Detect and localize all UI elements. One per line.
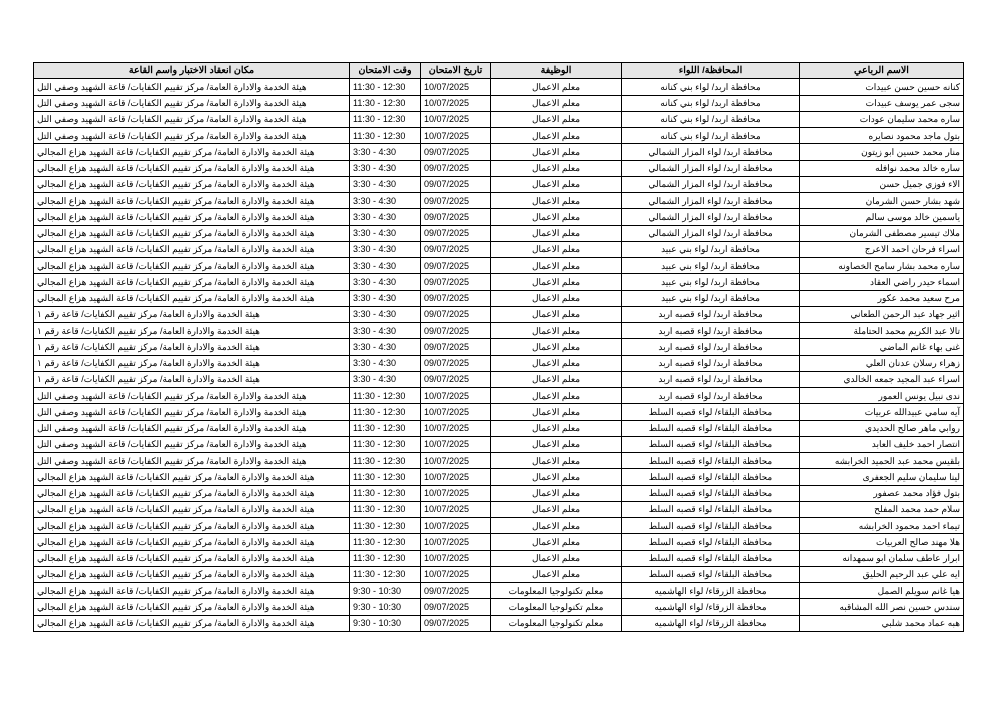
cell-name: ياسمين خالد موسى سالم (800, 209, 964, 225)
cell-exam-time: 11:30 - 12:30 (350, 534, 421, 550)
cell-job: معلم الاعمال (491, 453, 622, 469)
cell-venue: هيئة الخدمة والادارة العامة/ مركز تقييم الكفايات/ قاعة رقم ١ (34, 371, 350, 387)
cell-exam-date: 10/07/2025 (421, 388, 491, 404)
cell-job: معلم الاعمال (491, 193, 622, 209)
cell-job: معلم تكنولوجيا المعلومات (491, 615, 622, 631)
cell-exam-date: 09/07/2025 (421, 176, 491, 192)
table-row (34, 550, 964, 566)
table-row (34, 599, 964, 615)
cell-exam-date: 09/07/2025 (421, 615, 491, 631)
cell-exam-time: 3:30 - 4:30 (350, 225, 421, 241)
cell-governorate: محافظة اربد/ لواء بني كنانه (622, 128, 800, 144)
cell-name: هبه عماد محمد شلبي (800, 615, 964, 631)
cell-name: اسراء عبد المجيد جمعه الخالدي (800, 371, 964, 387)
cell-exam-date: 09/07/2025 (421, 258, 491, 274)
table-row (34, 111, 964, 127)
cell-exam-time: 3:30 - 4:30 (350, 258, 421, 274)
table-row (34, 436, 964, 452)
cell-exam-date: 09/07/2025 (421, 355, 491, 371)
cell-name: منار محمد حسين ابو زيتون (800, 144, 964, 160)
table-row (34, 388, 964, 404)
cell-name: زهراء رسلان عدنان العلي (800, 355, 964, 371)
cell-job: معلم الاعمال (491, 225, 622, 241)
cell-exam-time: 11:30 - 12:30 (350, 79, 421, 95)
cell-name: ساره محمد بشار سامح الخصاونه (800, 258, 964, 274)
cell-exam-time: 9:30 - 10:30 (350, 583, 421, 599)
cell-exam-time: 3:30 - 4:30 (350, 160, 421, 176)
cell-venue: هيئة الخدمة والادارة العامة/ مركز تقييم الكفايات/ قاعة الشهيد هزاع المجالي (34, 258, 350, 274)
cell-exam-date: 09/07/2025 (421, 209, 491, 225)
cell-governorate: محافظة اربد/ لواء بني عبيد (622, 241, 800, 257)
table-row (34, 323, 964, 339)
table-row (34, 274, 964, 290)
cell-venue: هيئة الخدمة والادارة العامة/ مركز تقييم الكفايات/ قاعة الشهيد وصفي التل (34, 388, 350, 404)
header-exam-time: وقت الامتحان (350, 63, 421, 79)
cell-job: معلم الاعمال (491, 501, 622, 517)
cell-exam-date: 10/07/2025 (421, 95, 491, 111)
cell-exam-time: 11:30 - 12:30 (350, 420, 421, 436)
table-body (34, 79, 964, 632)
cell-exam-date: 10/07/2025 (421, 79, 491, 95)
cell-job: معلم الاعمال (491, 111, 622, 127)
cell-exam-date: 10/07/2025 (421, 128, 491, 144)
cell-venue: هيئة الخدمة والادارة العامة/ مركز تقييم الكفايات/ قاعة الشهيد هزاع المجالي (34, 485, 350, 501)
cell-venue: هيئة الخدمة والادارة العامة/ مركز تقييم الكفايات/ قاعة الشهيد هزاع المجالي (34, 176, 350, 192)
cell-job: معلم الاعمال (491, 176, 622, 192)
cell-exam-time: 3:30 - 4:30 (350, 193, 421, 209)
cell-exam-time: 3:30 - 4:30 (350, 290, 421, 306)
cell-name: ملاك تيسير مصطفى الشرمان (800, 225, 964, 241)
cell-exam-time: 3:30 - 4:30 (350, 371, 421, 387)
cell-exam-date: 10/07/2025 (421, 485, 491, 501)
cell-exam-date: 09/07/2025 (421, 339, 491, 355)
cell-exam-date: 10/07/2025 (421, 469, 491, 485)
cell-exam-time: 3:30 - 4:30 (350, 241, 421, 257)
cell-name: اسماء حيدر راضي العقاد (800, 274, 964, 290)
cell-exam-time: 3:30 - 4:30 (350, 339, 421, 355)
cell-exam-time: 3:30 - 4:30 (350, 209, 421, 225)
cell-exam-time: 3:30 - 4:30 (350, 176, 421, 192)
cell-name: هيا غانم سويلم الصمل (800, 583, 964, 599)
cell-exam-date: 09/07/2025 (421, 241, 491, 257)
cell-governorate: محافظة البلقاء/ لواء قصبه السلط (622, 469, 800, 485)
table-row (34, 176, 964, 192)
cell-exam-date: 09/07/2025 (421, 144, 491, 160)
cell-venue: هيئة الخدمة والادارة العامة/ مركز تقييم الكفايات/ قاعة الشهيد هزاع المجالي (34, 290, 350, 306)
cell-exam-date: 09/07/2025 (421, 290, 491, 306)
cell-exam-date: 09/07/2025 (421, 193, 491, 209)
cell-governorate: محافظة اربد/ لواء قصبه اربد (622, 339, 800, 355)
cell-venue: هيئة الخدمة والادارة العامة/ مركز تقييم الكفايات/ قاعة الشهيد وصفي التل (34, 420, 350, 436)
cell-exam-date: 09/07/2025 (421, 323, 491, 339)
cell-governorate: محافظة البلقاء/ لواء قصبه السلط (622, 404, 800, 420)
table-row (34, 225, 964, 241)
cell-exam-date: 10/07/2025 (421, 111, 491, 127)
cell-exam-date: 09/07/2025 (421, 225, 491, 241)
table-row (34, 144, 964, 160)
table-row (34, 128, 964, 144)
cell-exam-time: 11:30 - 12:30 (350, 128, 421, 144)
cell-exam-time: 11:30 - 12:30 (350, 436, 421, 452)
cell-governorate: محافظة البلقاء/ لواء قصبه السلط (622, 501, 800, 517)
cell-job: معلم تكنولوجيا المعلومات (491, 583, 622, 599)
cell-exam-date: 09/07/2025 (421, 599, 491, 615)
cell-job: معلم الاعمال (491, 436, 622, 452)
cell-job: معلم الاعمال (491, 371, 622, 387)
cell-exam-time: 11:30 - 12:30 (350, 111, 421, 127)
cell-governorate: محافظة اربد/ لواء قصبه اربد (622, 306, 800, 322)
cell-job: معلم الاعمال (491, 258, 622, 274)
table-row (34, 404, 964, 420)
cell-exam-date: 09/07/2025 (421, 583, 491, 599)
cell-venue: هيئة الخدمة والادارة العامة/ مركز تقييم الكفايات/ قاعة الشهيد هزاع المجالي (34, 566, 350, 582)
header-governorate: المحافظة/ اللواء (622, 63, 800, 79)
cell-name: ايه علي عبد الرحيم الحليق (800, 566, 964, 582)
cell-exam-date: 10/07/2025 (421, 518, 491, 534)
cell-name: آيه سامي عبيدالله عربيات (800, 404, 964, 420)
cell-governorate: محافظة اربد/ لواء قصبه اربد (622, 355, 800, 371)
table-row (34, 290, 964, 306)
cell-exam-time: 11:30 - 12:30 (350, 404, 421, 420)
cell-venue: هيئة الخدمة والادارة العامة/ مركز تقييم الكفايات/ قاعة رقم ١ (34, 339, 350, 355)
cell-job: معلم الاعمال (491, 241, 622, 257)
cell-venue: هيئة الخدمة والادارة العامة/ مركز تقييم الكفايات/ قاعة رقم ١ (34, 355, 350, 371)
header-exam-date: تاريخ الامتحان (421, 63, 491, 79)
cell-venue: هيئة الخدمة والادارة العامة/ مركز تقييم الكفايات/ قاعة الشهيد هزاع المجالي (34, 501, 350, 517)
cell-job: معلم الاعمال (491, 485, 622, 501)
cell-name: بتول ماجد محمود نصايره (800, 128, 964, 144)
cell-governorate: محافظة البلقاء/ لواء قصبه السلط (622, 420, 800, 436)
cell-exam-time: 3:30 - 4:30 (350, 355, 421, 371)
cell-venue: هيئة الخدمة والادارة العامة/ مركز تقييم الكفايات/ قاعة الشهيد هزاع المجالي (34, 534, 350, 550)
cell-exam-time: 3:30 - 4:30 (350, 306, 421, 322)
cell-governorate: محافظة اربد/ لواء المزار الشمالي (622, 144, 800, 160)
cell-governorate: محافظة اربد/ لواء المزار الشمالي (622, 225, 800, 241)
table-row (34, 615, 964, 631)
cell-job: معلم الاعمال (491, 404, 622, 420)
cell-job: معلم الاعمال (491, 290, 622, 306)
cell-name: تالا عبد الكريم محمد الحتاملة (800, 323, 964, 339)
cell-exam-time: 11:30 - 12:30 (350, 469, 421, 485)
cell-job: معلم الاعمال (491, 128, 622, 144)
cell-venue: هيئة الخدمة والادارة العامة/ مركز تقييم الكفايات/ قاعة الشهيد هزاع المجالي (34, 550, 350, 566)
cell-name: بلقيس محمد عبد الحميد الخرابشه (800, 453, 964, 469)
header-name: الاسم الرباعي (800, 63, 964, 79)
table-row (34, 193, 964, 209)
cell-exam-time: 11:30 - 12:30 (350, 95, 421, 111)
cell-exam-date: 10/07/2025 (421, 404, 491, 420)
table-row (34, 160, 964, 176)
cell-venue: هيئة الخدمة والادارة العامة/ مركز تقييم الكفايات/ قاعة الشهيد هزاع المجالي (34, 469, 350, 485)
cell-job: معلم الاعمال (491, 388, 622, 404)
cell-name: انتصار احمد خليف العابد (800, 436, 964, 452)
cell-exam-date: 10/07/2025 (421, 436, 491, 452)
cell-job: معلم الاعمال (491, 95, 622, 111)
cell-venue: هيئة الخدمة والادارة العامة/ مركز تقييم الكفايات/ قاعة الشهيد هزاع المجالي (34, 193, 350, 209)
cell-exam-time: 11:30 - 12:30 (350, 485, 421, 501)
cell-name: الاء فوزي جميل حسن (800, 176, 964, 192)
cell-job: معلم الاعمال (491, 144, 622, 160)
cell-exam-time: 11:30 - 12:30 (350, 518, 421, 534)
cell-venue: هيئة الخدمة والادارة العامة/ مركز تقييم الكفايات/ قاعة الشهيد وصفي التل (34, 453, 350, 469)
cell-job: معلم الاعمال (491, 534, 622, 550)
cell-name: ابرار عاطف سلمان ابو سمهدانه (800, 550, 964, 566)
cell-venue: هيئة الخدمة والادارة العامة/ مركز تقييم الكفايات/ قاعة الشهيد هزاع المجالي (34, 144, 350, 160)
table-row (34, 95, 964, 111)
cell-venue: هيئة الخدمة والادارة العامة/ مركز تقييم الكفايات/ قاعة الشهيد وصفي التل (34, 436, 350, 452)
table-row (34, 79, 964, 95)
cell-job: معلم الاعمال (491, 160, 622, 176)
cell-governorate: محافظة البلقاء/ لواء قصبه السلط (622, 453, 800, 469)
cell-governorate: محافظة اربد/ لواء المزار الشمالي (622, 160, 800, 176)
cell-job: معلم الاعمال (491, 566, 622, 582)
cell-exam-date: 09/07/2025 (421, 160, 491, 176)
cell-job: معلم الاعمال (491, 339, 622, 355)
cell-job: معلم الاعمال (491, 79, 622, 95)
cell-exam-time: 3:30 - 4:30 (350, 323, 421, 339)
cell-exam-time: 3:30 - 4:30 (350, 274, 421, 290)
cell-governorate: محافظة اربد/ لواء المزار الشمالي (622, 193, 800, 209)
cell-exam-time: 3:30 - 4:30 (350, 144, 421, 160)
table-row (34, 518, 964, 534)
cell-venue: هيئة الخدمة والادارة العامة/ مركز تقييم الكفايات/ قاعة الشهيد وصفي التل (34, 128, 350, 144)
cell-job: معلم الاعمال (491, 469, 622, 485)
cell-exam-time: 9:30 - 10:30 (350, 599, 421, 615)
cell-name: هلا مهند صالح العربيات (800, 534, 964, 550)
cell-exam-date: 09/07/2025 (421, 274, 491, 290)
cell-exam-date: 09/07/2025 (421, 371, 491, 387)
cell-venue: هيئة الخدمة والادارة العامة/ مركز تقييم الكفايات/ قاعة الشهيد هزاع المجالي (34, 518, 350, 534)
cell-exam-date: 10/07/2025 (421, 420, 491, 436)
cell-exam-date: 10/07/2025 (421, 501, 491, 517)
cell-name: تيماء احمد محمود الخرابشه (800, 518, 964, 534)
cell-exam-time: 11:30 - 12:30 (350, 453, 421, 469)
header-job: الوظيفة (491, 63, 622, 79)
table-row (34, 566, 964, 582)
cell-governorate: محافظة اربد/ لواء بني كنانه (622, 95, 800, 111)
cell-governorate: محافظة البلقاء/ لواء قصبه السلط (622, 550, 800, 566)
header-venue: مكان انعقاد الاختبار واسم القاعة (34, 63, 350, 79)
cell-venue: هيئة الخدمة والادارة العامة/ مركز تقييم الكفايات/ قاعة الشهيد وصفي التل (34, 95, 350, 111)
cell-governorate: محافظة البلقاء/ لواء قصبه السلط (622, 534, 800, 550)
cell-exam-date: 10/07/2025 (421, 550, 491, 566)
cell-job: معلم الاعمال (491, 306, 622, 322)
table-row (34, 258, 964, 274)
cell-governorate: محافظة اربد/ لواء قصبه اربد (622, 323, 800, 339)
exam-schedule-table (33, 62, 964, 632)
cell-governorate: محافظة اربد/ لواء بني عبيد (622, 258, 800, 274)
table-row (34, 241, 964, 257)
cell-name: ساره خالد محمد نوافله (800, 160, 964, 176)
cell-venue: هيئة الخدمة والادارة العامة/ مركز تقييم الكفايات/ قاعة الشهيد هزاع المجالي (34, 274, 350, 290)
cell-governorate: محافظة اربد/ لواء بني عبيد (622, 290, 800, 306)
cell-exam-time: 11:30 - 12:30 (350, 566, 421, 582)
cell-venue: هيئة الخدمة والادارة العامة/ مركز تقييم الكفايات/ قاعة الشهيد هزاع المجالي (34, 241, 350, 257)
cell-venue: هيئة الخدمة والادارة العامة/ مركز تقييم الكفايات/ قاعة الشهيد وصفي التل (34, 404, 350, 420)
table-row (34, 469, 964, 485)
cell-name: شهد بشار حسن الشرمان (800, 193, 964, 209)
table-row (34, 501, 964, 517)
cell-venue: هيئة الخدمة والادارة العامة/ مركز تقييم الكفايات/ قاعة الشهيد هزاع المجالي (34, 225, 350, 241)
cell-governorate: محافظة البلقاء/ لواء قصبه السلط (622, 566, 800, 582)
cell-name: لينا سليمان سليم الجعفرى (800, 469, 964, 485)
cell-venue: هيئة الخدمة والادارة العامة/ مركز تقييم الكفايات/ قاعة رقم ١ (34, 306, 350, 322)
table-row (34, 355, 964, 371)
cell-venue: هيئة الخدمة والادارة العامة/ مركز تقييم الكفايات/ قاعة الشهيد هزاع المجالي (34, 615, 350, 631)
cell-venue: هيئة الخدمة والادارة العامة/ مركز تقييم الكفايات/ قاعة رقم ١ (34, 323, 350, 339)
table-row (34, 209, 964, 225)
table-row (34, 339, 964, 355)
cell-job: معلم الاعمال (491, 518, 622, 534)
table-row (34, 534, 964, 550)
cell-exam-date: 09/07/2025 (421, 306, 491, 322)
cell-governorate: محافظة الزرقاء/ لواء الهاشميه (622, 583, 800, 599)
table-row (34, 485, 964, 501)
cell-exam-date: 10/07/2025 (421, 453, 491, 469)
cell-name: سندس حسين نصر الله المشاقبه (800, 599, 964, 615)
cell-name: كنانه حسين حسن عبيدات (800, 79, 964, 95)
cell-exam-time: 11:30 - 12:30 (350, 388, 421, 404)
cell-name: سلام حمد محمد المفلح (800, 501, 964, 517)
cell-venue: هيئة الخدمة والادارة العامة/ مركز تقييم الكفايات/ قاعة الشهيد هزاع المجالي (34, 599, 350, 615)
cell-governorate: محافظة اربد/ لواء المزار الشمالي (622, 209, 800, 225)
cell-name: غنى بهاء غانم الماضي (800, 339, 964, 355)
table-row (34, 583, 964, 599)
cell-venue: هيئة الخدمة والادارة العامة/ مركز تقييم الكفايات/ قاعة الشهيد هزاع المجالي (34, 160, 350, 176)
cell-job: معلم الاعمال (491, 323, 622, 339)
cell-name: مرح سعيد محمد عكور (800, 290, 964, 306)
cell-exam-time: 9:30 - 10:30 (350, 615, 421, 631)
cell-governorate: محافظة اربد/ لواء قصبه اربد (622, 388, 800, 404)
cell-governorate: محافظة اربد/ لواء بني كنانه (622, 111, 800, 127)
cell-job: معلم الاعمال (491, 274, 622, 290)
table-row (34, 306, 964, 322)
cell-exam-time: 11:30 - 12:30 (350, 501, 421, 517)
cell-name: ندى نبيل يونس العمور (800, 388, 964, 404)
cell-governorate: محافظة البلقاء/ لواء قصبه السلط (622, 518, 800, 534)
cell-governorate: محافظة الزرقاء/ لواء الهاشميه (622, 615, 800, 631)
cell-governorate: محافظة اربد/ لواء بني عبيد (622, 274, 800, 290)
cell-name: روابي ماهر صالح الحديدي (800, 420, 964, 436)
cell-exam-date: 10/07/2025 (421, 566, 491, 582)
cell-governorate: محافظة اربد/ لواء بني كنانه (622, 79, 800, 95)
cell-job: معلم تكنولوجيا المعلومات (491, 599, 622, 615)
table-row (34, 420, 964, 436)
cell-name: سجى عمر يوسف عبيدات (800, 95, 964, 111)
cell-governorate: محافظة اربد/ لواء قصبه اربد (622, 371, 800, 387)
cell-venue: هيئة الخدمة والادارة العامة/ مركز تقييم الكفايات/ قاعة الشهيد هزاع المجالي (34, 209, 350, 225)
cell-governorate: محافظة اربد/ لواء المزار الشمالي (622, 176, 800, 192)
table-row (34, 453, 964, 469)
cell-job: معلم الاعمال (491, 550, 622, 566)
cell-job: معلم الاعمال (491, 209, 622, 225)
cell-exam-date: 10/07/2025 (421, 534, 491, 550)
cell-exam-time: 11:30 - 12:30 (350, 550, 421, 566)
cell-name: ساره محمد سليمان عودات (800, 111, 964, 127)
cell-name: بتول فؤاد محمد عصفور (800, 485, 964, 501)
cell-governorate: محافظة الزرقاء/ لواء الهاشميه (622, 599, 800, 615)
header-row (34, 63, 964, 79)
cell-venue: هيئة الخدمة والادارة العامة/ مركز تقييم الكفايات/ قاعة الشهيد وصفي التل (34, 79, 350, 95)
cell-name: اثير جهاد عبد الرحمن الطعاني (800, 306, 964, 322)
cell-governorate: محافظة البلقاء/ لواء قصبه السلط (622, 436, 800, 452)
cell-governorate: محافظة البلقاء/ لواء قصبه السلط (622, 485, 800, 501)
cell-venue: هيئة الخدمة والادارة العامة/ مركز تقييم الكفايات/ قاعة الشهيد وصفي التل (34, 111, 350, 127)
cell-venue: هيئة الخدمة والادارة العامة/ مركز تقييم الكفايات/ قاعة الشهيد هزاع المجالي (34, 583, 350, 599)
cell-name: اسراء فرحان احمد الاعرج (800, 241, 964, 257)
table-row (34, 371, 964, 387)
cell-job: معلم الاعمال (491, 355, 622, 371)
cell-job: معلم الاعمال (491, 420, 622, 436)
